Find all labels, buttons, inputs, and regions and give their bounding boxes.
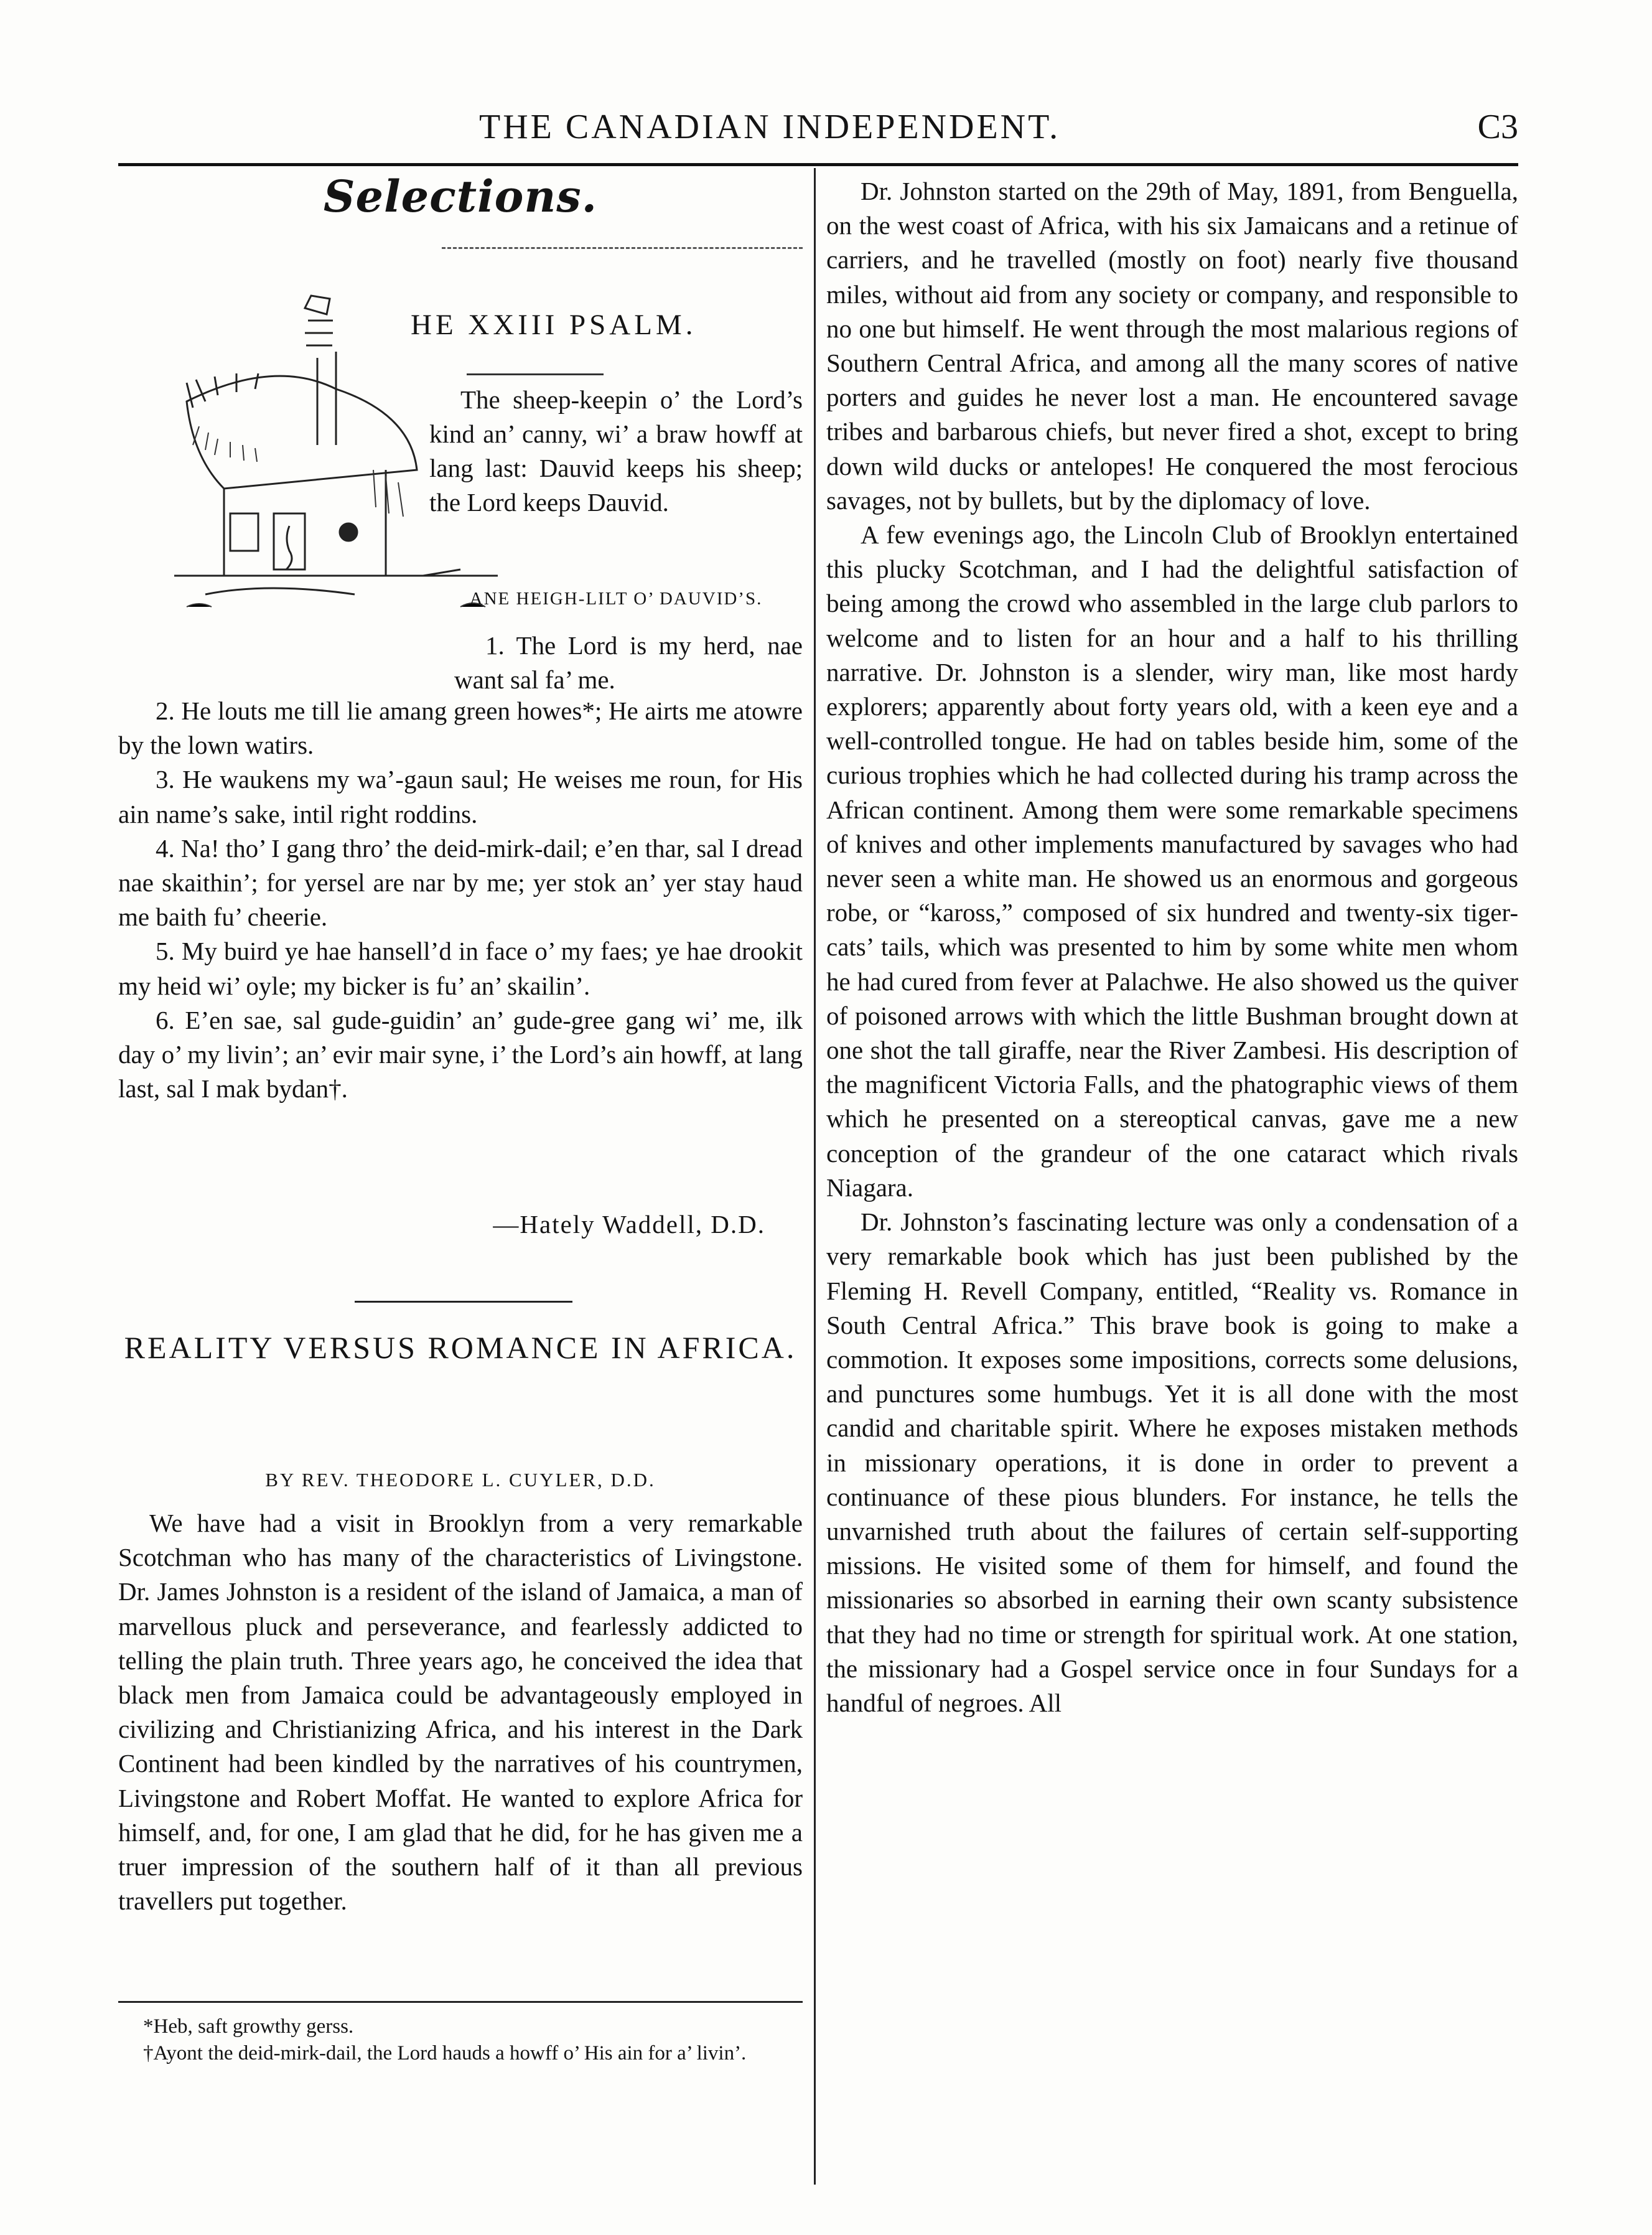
running-head: [118, 107, 1518, 157]
journal-title: THE CANADIAN INDEPENDENT.: [479, 108, 1061, 146]
article-title: REALITY VERSUS ROMANCE IN AFRICA.: [124, 1330, 797, 1365]
article-paragraph: Dr. Johnston’s fascinating lecture was only a condensation of a very remarkable book which has just been published by the Fleming H. Revell Company, entitled, “Reality vs. Romance in South Central Africa.” This brave book is going to make a commotion. It exposes some impositions, corrects some delusions, and punctures some humbugs. Yet it is all done with the most candid and charitable spirit. Where he exposes mistaken methods in missionary operations, it is done in order to prevent a continuance of these pious blunders. For instance, he tells the unvarnished truth about the failures of certain self-supporting missions. He visited some of them for himself, and found the missionaries so absorbed in earning their own scanty subsistence that they had no time or strength for spiritual work. At one station, the missionary had a Gospel service once in four Sundays for a handful of negroes. All: [826, 1207, 1518, 1717]
column-divider: [814, 168, 816, 2185]
psalm-attribution: —Hately Waddell, D.D.: [493, 1210, 765, 1239]
article-rule: [355, 1301, 572, 1303]
dashed-rule: [442, 247, 803, 249]
right-column: [826, 174, 1518, 1720]
psalm-verse: 6. E’en sae, sal gude-guidin’ an’ gude-gree gang wi’ me, ilk day o’ my livin’; an’ evir mair syne, i’ the Lord’s ain howff, at lang last, sal I mak bydan†.: [118, 1005, 803, 1103]
psalm-intro: The sheep-keepin o’ the Lord’s kind an’ canny, wi’ a braw howff at lang last: Dauvid keeps his sheep; the Lord keeps Dauvid.: [429, 385, 803, 517]
psalm-verses: [118, 694, 803, 1106]
article-paragraph: Dr. Johnston started on the 29th of May, 1891, from Benguella, on the west coast of Africa, with his six Jamaicans and a retinue of carriers, and he travelled (mostly on foot) nearly five thousand miles, without aid from any society or company, and responsible to no one but himself. He went through the most malarious regions of Southern Central Africa, and among all the many scores of native porters and guides he never lost a man. He encountered savage tribes and barbarous chiefs, but never fired a shot, except to bring down wild ducks or antelopes! He conquered the most ferocious savages, not by bullets, but by the diplomacy of love.: [826, 177, 1518, 515]
psalm-verse: 2. He louts me till lie amang green howes*; He airts me atowre by the lown watirs.: [118, 696, 803, 760]
article-paragraph: We have had a visit in Brooklyn from a very remarkable Scotchman who has many of the characteristics of Livingstone. Dr. James Johnston is a resident of the island of Jamaica, a man of marvellous pluck and perseverance, and fearlessly addicted to telling the plain truth. Three years ago, he conceived the idea that black men from Jamaica could be advantageously employed in civilizing and Christianizing Africa, and his interest in the Dark Continent had been kindled by the narratives of his countrymen, Livingstone and Robert Moffat. He wanted to explore Africa for himself, and, for one, I am glad that he did, for he has given me a truer impression of the southern half of it than all previous travellers put together.: [118, 1509, 803, 1916]
left-column: [118, 171, 803, 2064]
article-paragraph: A few evenings ago, the Lincoln Club of Brooklyn entertained this plucky Scotchman, and I had the delightful satisfaction of being among the crowd who assembled in the large club parlors to welcome and to listen for an hour and a half to his thrilling narrative. Dr. Johnston is a slender, wiry man, like most hardy explorers; apparently about forty years old, with a keen eye and a well-controlled tongue. He had on tables beside him, some of the curious trophies which he had collected during his tramp across the African continent. Among them were some remarkable specimens of knives and other implements manufactured by savages who had never seen a white man. He showed us an enormous and gorgeous robe, or “kaross,” composed of six hundred and twenty-six tiger-cats’ tails, which was presented to him by some white men whom he had cured from fever at Palachwe. He also showed us the quiver of poisoned arrows with which the little Bushman brought down at one shot the tall giraffe, near the River Zambesi. His description of the magnificent Victoria Falls, and the phatographic views of them which he presented on a stereoptical canvas, gave me a new conception of the grandeur of the one cataract which rivals Niagara.: [826, 520, 1518, 1202]
footnotes: [118, 2013, 803, 2067]
page-number: C3: [1477, 108, 1518, 146]
footnote: *Heb, saft growthy gerss.: [143, 2015, 354, 2038]
psalm-verse-1: 1. The Lord is my herd, nae want sal fa’ me.: [454, 631, 803, 694]
section-heading: Selections.: [323, 171, 598, 222]
article-byline: BY REV. THEODORE L. CUYLER, D.D.: [265, 1469, 656, 1491]
psalm-verse: 3. He waukens my wa’-gaun saul; He weises me roun, for His ain name’s sake, intil right roddins.: [118, 765, 803, 828]
psalm-verse: 4. Na! tho’ I gang thro’ the deid-mirk-dail; e’en thar, sal I dread nae skaithin’; for yersel are nar by me; yer stok an’ yer stay haud me baith fu’ cheerie.: [118, 833, 803, 932]
psalm-title: HE XXIII PSALM.: [411, 309, 697, 341]
psalm-rule: [467, 373, 604, 375]
footnote-rule: [118, 2001, 803, 2003]
header-rule: [118, 163, 1518, 166]
footnote: †Ayont the deid-mirk-dail, the Lord hauds a howff o’ His ain for a’ livin’.: [143, 2042, 747, 2064]
psalm-subtitle: ANE HEIGH-LILT O’ DAUVID’S.: [469, 589, 763, 609]
psalm-verse: 5. My buird ye hae hansell’d in face o’ my faes; ye hae drookit my heid wi’ oyle; my bicker is fu’ an’ skailin’.: [118, 937, 803, 1000]
